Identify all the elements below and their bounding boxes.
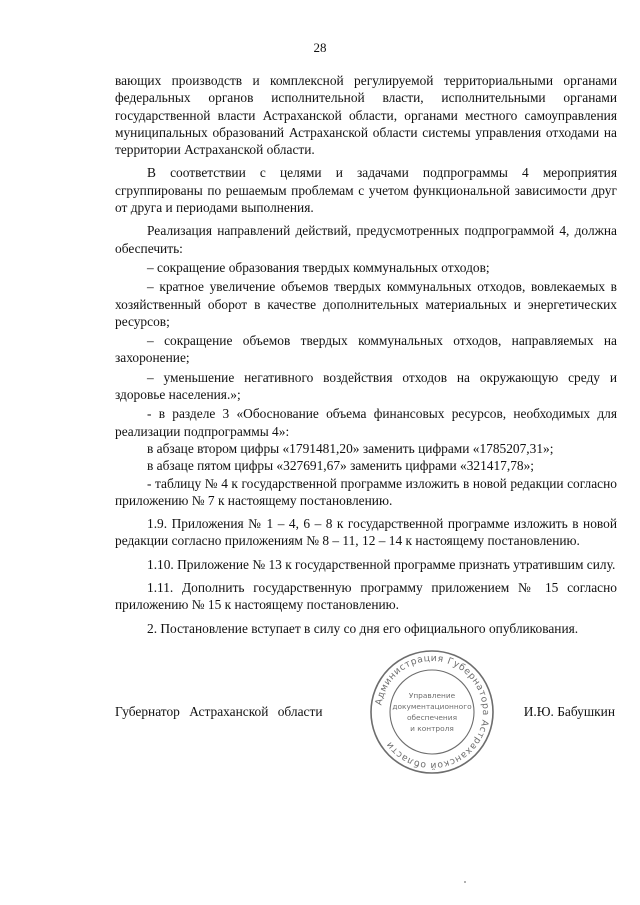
paragraph: вающих производств и комплексной регулируемой территориальными органами федеральных органов исполнительной власти, исполнительными органами государственной власти Астраханской области, органами местного самоуправления муниципальных образований Астраханской области системы управления отходами на территории Астраханской области. bbox=[115, 73, 617, 158]
stamp-outer-ring bbox=[371, 651, 493, 773]
signatory-name: И.Ю. Бабушкин bbox=[523, 704, 615, 719]
list-item: – уменьшение негативного воздействия отходов на окружающую среду и здоровье населения.»; bbox=[115, 369, 617, 403]
paragraph: Реализация направлений действий, предусмотренных подпрограммой 4, должна обеспечить: bbox=[115, 223, 617, 256]
stamp-center-line: обеспечения bbox=[406, 713, 458, 722]
document-body bbox=[115, 72, 617, 637]
stamp-ring-text: Администрация Губернатора Астраханской области bbox=[373, 652, 492, 772]
signatory-title: Губернатор Астраханской области bbox=[115, 704, 323, 719]
paragraph: в абзаце втором цифры «1791481,20» заменить цифрами «1785207,31»; bbox=[147, 440, 554, 456]
paragraph: 1.11. Дополнить государственную программу приложением № 15 согласно приложению № 15 к настоящему постановлению. bbox=[115, 580, 617, 613]
paragraph: 1.10. Приложение № 13 к государственной программе признать утратившим силу. bbox=[147, 556, 616, 572]
paragraph: 2. Постановление вступает в силу со дня его официального опубликования. bbox=[147, 620, 579, 636]
stamp-center-line: Управление bbox=[408, 691, 456, 700]
scan-artifact bbox=[464, 881, 466, 883]
paragraph: В соответствии с целями и задачами подпрограммы 4 мероприятия сгруппированы по решаемым проблемам с учетом функциональной зависимости друг от друга и периодами выполнения. bbox=[115, 165, 617, 216]
list-item: – сокращение объемов твердых коммунальных отходов, направляемых на захоронение; bbox=[115, 333, 617, 366]
paragraph: - в разделе 3 «Обоснование объема финансовых ресурсов, необходимых для реализации подпрограммы 4»: bbox=[115, 406, 617, 439]
stamp-center-line: документационного bbox=[392, 702, 472, 711]
list-item: – сокращение образования твердых коммунальных отходов; bbox=[147, 259, 490, 275]
paragraph: 1.9. Приложения № 1 – 4, 6 – 8 к государственной программе изложить в новой редакции согласно приложениям № 8 – 11, 12 – 14 к настоящему постановлению. bbox=[115, 516, 617, 549]
stamp-inner-ring bbox=[390, 670, 474, 754]
paragraph: - таблицу № 4 к государственной программе изложить в новой редакции согласно приложению № 7 к настоящему постановлению. bbox=[115, 475, 617, 508]
signature-block bbox=[115, 704, 617, 730]
page-number: 28 bbox=[313, 40, 327, 55]
official-stamp bbox=[368, 648, 496, 776]
stamp-center-line: и контроля bbox=[410, 724, 454, 733]
paragraph: в абзаце пятом цифры «327691,67» заменить цифрами «321417,78»; bbox=[147, 458, 535, 474]
list-item: – кратное увеличение объемов твердых коммунальных отходов, вовлекаемых в хозяйственный оборот в качестве дополнительных материальных и энергетических ресурсов; bbox=[115, 279, 617, 329]
